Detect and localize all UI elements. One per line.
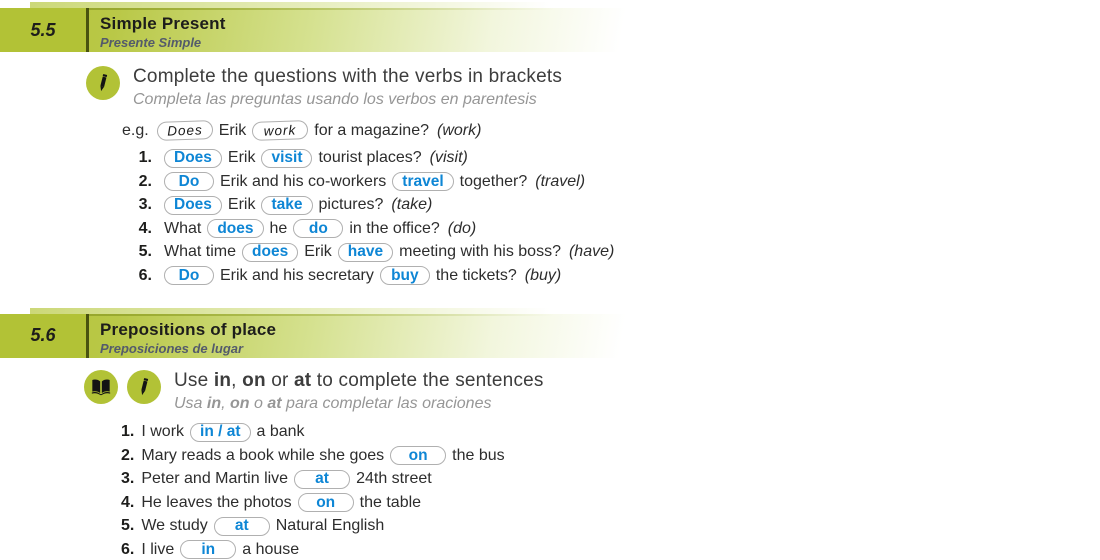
answer-box: have (338, 243, 393, 262)
item-number: 6. (121, 540, 135, 558)
item-text: pictures? (318, 196, 384, 214)
answer-box: on (298, 493, 354, 512)
answer-box: travel (392, 172, 453, 191)
item-text: Erik and his secretary (220, 266, 374, 284)
item-text: a bank (256, 423, 305, 441)
header-titles (89, 8, 226, 52)
pencil-icon (86, 66, 120, 100)
instruction-part: on (230, 394, 250, 412)
answer-box: take (261, 196, 312, 215)
item-text: Erik (218, 121, 247, 139)
answer-box: do (293, 219, 343, 238)
instruction-es (174, 395, 544, 413)
answer-box: does (242, 243, 298, 262)
example-label: e.g. (122, 121, 149, 139)
item-text: He leaves the photos (141, 493, 292, 511)
example-row (122, 119, 1100, 143)
item-text: the table (359, 493, 422, 511)
instruction-part: in (213, 369, 232, 391)
exercise-item (130, 241, 1100, 265)
instruction-part: o (249, 394, 268, 412)
item-number: 3. (121, 470, 135, 488)
section-title: Prepositions of place (100, 319, 277, 339)
instruction-row (86, 66, 1100, 109)
item-text: What (164, 219, 202, 237)
item-number: 6. (138, 266, 152, 284)
header-titles (89, 314, 276, 358)
exercise-items (121, 421, 1100, 560)
item-text: I live (141, 540, 175, 558)
answer-box: in / at (190, 423, 250, 442)
item-number: 2. (138, 172, 152, 190)
item-text: Peter and Martin live (141, 470, 289, 488)
instruction-texts (133, 66, 562, 109)
instruction-part: para completar las oraciones (281, 394, 492, 412)
instruction-part: , (231, 369, 243, 391)
answer-box: Does (164, 196, 222, 215)
instruction-part: , (221, 394, 231, 412)
item-number: 1. (138, 149, 152, 167)
exercise-item (121, 491, 1100, 515)
exercise-item (130, 217, 1100, 241)
instruction-part: to complete the sentences (311, 369, 544, 391)
item-number: 5. (138, 243, 152, 261)
exercise-item (130, 264, 1100, 288)
instruction-row (84, 370, 1100, 413)
exercise-item (121, 421, 1100, 445)
item-text: 24th street (356, 470, 432, 488)
pencil-icon (127, 370, 161, 404)
item-text: Mary reads a book while she goes (141, 446, 385, 464)
exercise-item (121, 444, 1100, 468)
item-text: for a magazine? (314, 121, 429, 139)
item-text: the bus (452, 446, 505, 464)
item-text: the tickets? (435, 266, 517, 284)
item-text: I work (141, 423, 185, 441)
exercise-item (121, 538, 1100, 560)
answer-box: in (180, 540, 236, 559)
section-title: Simple Present (100, 14, 226, 33)
item-text: Natural English (275, 517, 385, 535)
verb-hint: (buy) (524, 266, 562, 284)
answer-box: buy (380, 266, 430, 285)
exercise-item (130, 147, 1100, 171)
item-text: in the office? (349, 219, 440, 237)
section-simple-present (0, 8, 1100, 288)
exercise-item (130, 170, 1100, 194)
verb-hint: (work) (436, 121, 482, 139)
section-number: 5.5 (0, 8, 86, 52)
item-text: he (269, 219, 288, 237)
verb-hint: (take) (391, 196, 433, 214)
answer-box: at (294, 470, 350, 489)
exercise-item (121, 468, 1100, 492)
exercise-item (130, 194, 1100, 218)
item-text: Erik (227, 196, 256, 214)
section-subtitle: Presente Simple (100, 35, 202, 50)
instruction-part: in (206, 394, 222, 412)
item-text: a house (242, 540, 300, 558)
item-text: Erik (304, 243, 332, 261)
verb-hint: (visit) (429, 149, 468, 167)
section-header (0, 8, 645, 52)
answer-box: visit (261, 149, 312, 168)
item-number: 4. (138, 219, 152, 237)
item-text: tourist places? (318, 149, 422, 167)
book-icon (84, 370, 118, 404)
instruction-part: Usa (174, 394, 207, 412)
item-text: meeting with his boss? (399, 243, 561, 261)
instruction-part: on (242, 369, 266, 391)
item-number: 5. (121, 517, 135, 535)
item-text: together? (459, 172, 528, 190)
instruction-part: Use (174, 369, 214, 391)
section-header (0, 314, 645, 358)
instruction-es: Completa las preguntas usando los verbos en parentesis (133, 91, 537, 108)
exercise-item (121, 515, 1100, 539)
item-text: Erik (227, 149, 256, 167)
answer-box: does (207, 219, 263, 238)
instruction-en (174, 370, 544, 392)
instruction-en: Complete the questions with the verbs in brackets (133, 66, 563, 87)
instruction-part: at (267, 394, 282, 412)
verb-hint: (travel) (535, 172, 586, 190)
item-text: What time (164, 243, 237, 261)
answer-box: Does (164, 149, 222, 168)
instruction-texts (174, 370, 544, 413)
item-number: 4. (121, 493, 135, 511)
answer-box: Do (164, 266, 214, 285)
item-text: Erik and his co-workers (220, 172, 387, 190)
answer-box: Do (164, 172, 214, 191)
verb-hint: (have) (568, 243, 615, 261)
verb-hint: (do) (447, 219, 477, 237)
section-prepositions-of-place (0, 314, 1100, 560)
item-number: 1. (121, 423, 135, 441)
instruction-part: at (294, 369, 312, 391)
item-number: 2. (121, 446, 135, 464)
item-text: We study (141, 517, 208, 535)
answer-box: Does (156, 120, 213, 141)
instruction-part: or (265, 369, 295, 391)
section-subtitle: Preposiciones de lugar (100, 340, 244, 356)
answer-box: on (390, 446, 446, 465)
item-number: 3. (138, 196, 152, 214)
exercise-items (130, 147, 1100, 288)
section-number: 5.6 (0, 314, 86, 358)
answer-box: at (214, 517, 270, 536)
answer-box: work (252, 120, 309, 141)
